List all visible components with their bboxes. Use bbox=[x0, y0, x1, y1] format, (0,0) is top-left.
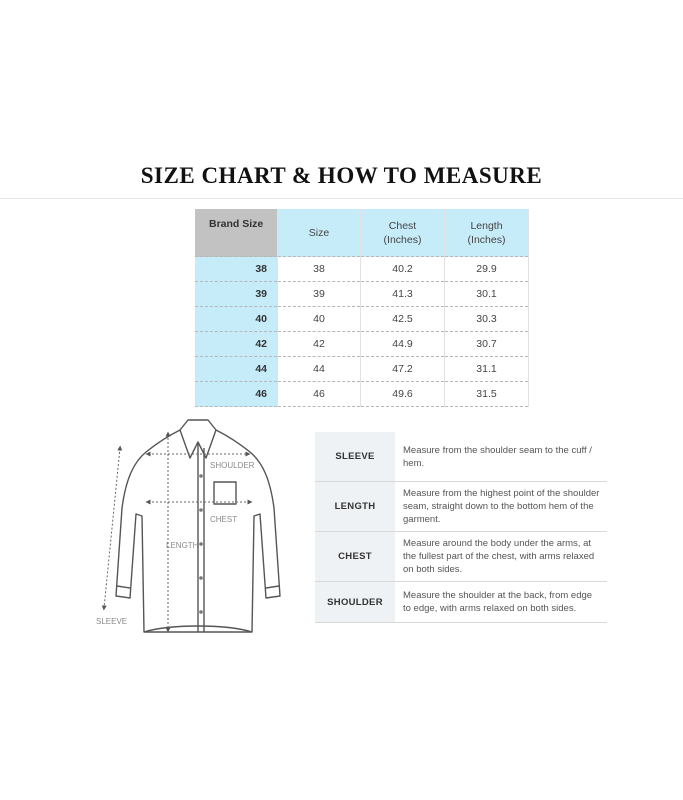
size-table bbox=[195, 209, 529, 407]
table-row bbox=[195, 382, 529, 407]
shirt-outline-icon bbox=[116, 420, 280, 632]
cell-length: 30.1 bbox=[445, 282, 529, 307]
measurement-guide bbox=[315, 432, 607, 623]
chest-label: CHEST bbox=[210, 515, 238, 524]
cell-chest: 41.3 bbox=[361, 282, 445, 307]
cell-chest: 49.6 bbox=[361, 382, 445, 407]
header-chest bbox=[361, 209, 445, 257]
table-header-row bbox=[195, 209, 529, 257]
header-length-unit: (Inches) bbox=[467, 233, 506, 246]
cell-brand-size: 38 bbox=[195, 257, 278, 282]
buttons bbox=[199, 474, 203, 614]
table-row bbox=[195, 332, 529, 357]
divider bbox=[0, 198, 683, 199]
table-row bbox=[195, 282, 529, 307]
sleeve-measure-line bbox=[104, 448, 120, 608]
guide-term: LENGTH bbox=[315, 482, 395, 531]
header-length-label: Length bbox=[470, 219, 503, 232]
header-length bbox=[445, 209, 529, 257]
sleeve-label: SLEEVE bbox=[96, 617, 128, 626]
cell-size: 38 bbox=[278, 257, 361, 282]
cell-length: 30.7 bbox=[445, 332, 529, 357]
cell-length: 30.3 bbox=[445, 307, 529, 332]
cell-length: 31.5 bbox=[445, 382, 529, 407]
table-row bbox=[195, 357, 529, 382]
guide-term: SLEEVE bbox=[315, 432, 395, 481]
cell-chest: 44.9 bbox=[361, 332, 445, 357]
guide-row-sleeve bbox=[315, 432, 607, 482]
table-row bbox=[195, 307, 529, 332]
cell-size: 42 bbox=[278, 332, 361, 357]
cell-size: 44 bbox=[278, 357, 361, 382]
cell-size: 39 bbox=[278, 282, 361, 307]
header-brand-size: Brand Size bbox=[195, 209, 278, 257]
cell-brand-size: 44 bbox=[195, 357, 278, 382]
guide-row-shoulder bbox=[315, 582, 607, 623]
cell-length: 31.1 bbox=[445, 357, 529, 382]
page-title: SIZE CHART & HOW TO MEASURE bbox=[140, 163, 543, 188]
shirt-measurement-diagram bbox=[90, 418, 310, 638]
guide-term: SHOULDER bbox=[315, 582, 395, 622]
length-label: LENGTH bbox=[166, 541, 199, 550]
cell-size: 40 bbox=[278, 307, 361, 332]
cell-brand-size: 42 bbox=[195, 332, 278, 357]
cell-chest: 42.5 bbox=[361, 307, 445, 332]
cell-length: 29.9 bbox=[445, 257, 529, 282]
guide-term: CHEST bbox=[315, 532, 395, 581]
header-chest-unit: (Inches) bbox=[383, 233, 422, 246]
guide-description: Measure the shoulder at the back, from edge to edge, with arms relaxed on both sides. bbox=[403, 590, 593, 614]
header-chest-label: Chest bbox=[388, 219, 417, 232]
guide-row-length bbox=[315, 482, 607, 532]
cell-chest: 40.2 bbox=[361, 257, 445, 282]
cell-brand-size: 39 bbox=[195, 282, 278, 307]
guide-description: Measure from the highest point of the shoulder seam, straight down to the bottom hem of the garment. bbox=[403, 488, 600, 525]
cell-chest: 47.2 bbox=[361, 357, 445, 382]
cell-brand-size: 40 bbox=[195, 307, 278, 332]
cell-brand-size: 46 bbox=[195, 382, 278, 407]
shoulder-label: SHOULDER bbox=[210, 461, 255, 470]
header-size: Size bbox=[278, 209, 361, 257]
guide-row-chest bbox=[315, 532, 607, 582]
cell-size: 46 bbox=[278, 382, 361, 407]
table-row bbox=[195, 257, 529, 282]
guide-description: Measure from the shoulder seam to the cuff / hem. bbox=[403, 444, 592, 469]
guide-description: Measure around the body under the arms, at the fullest part of the chest, with arms relaxed on both sides. bbox=[403, 538, 595, 575]
